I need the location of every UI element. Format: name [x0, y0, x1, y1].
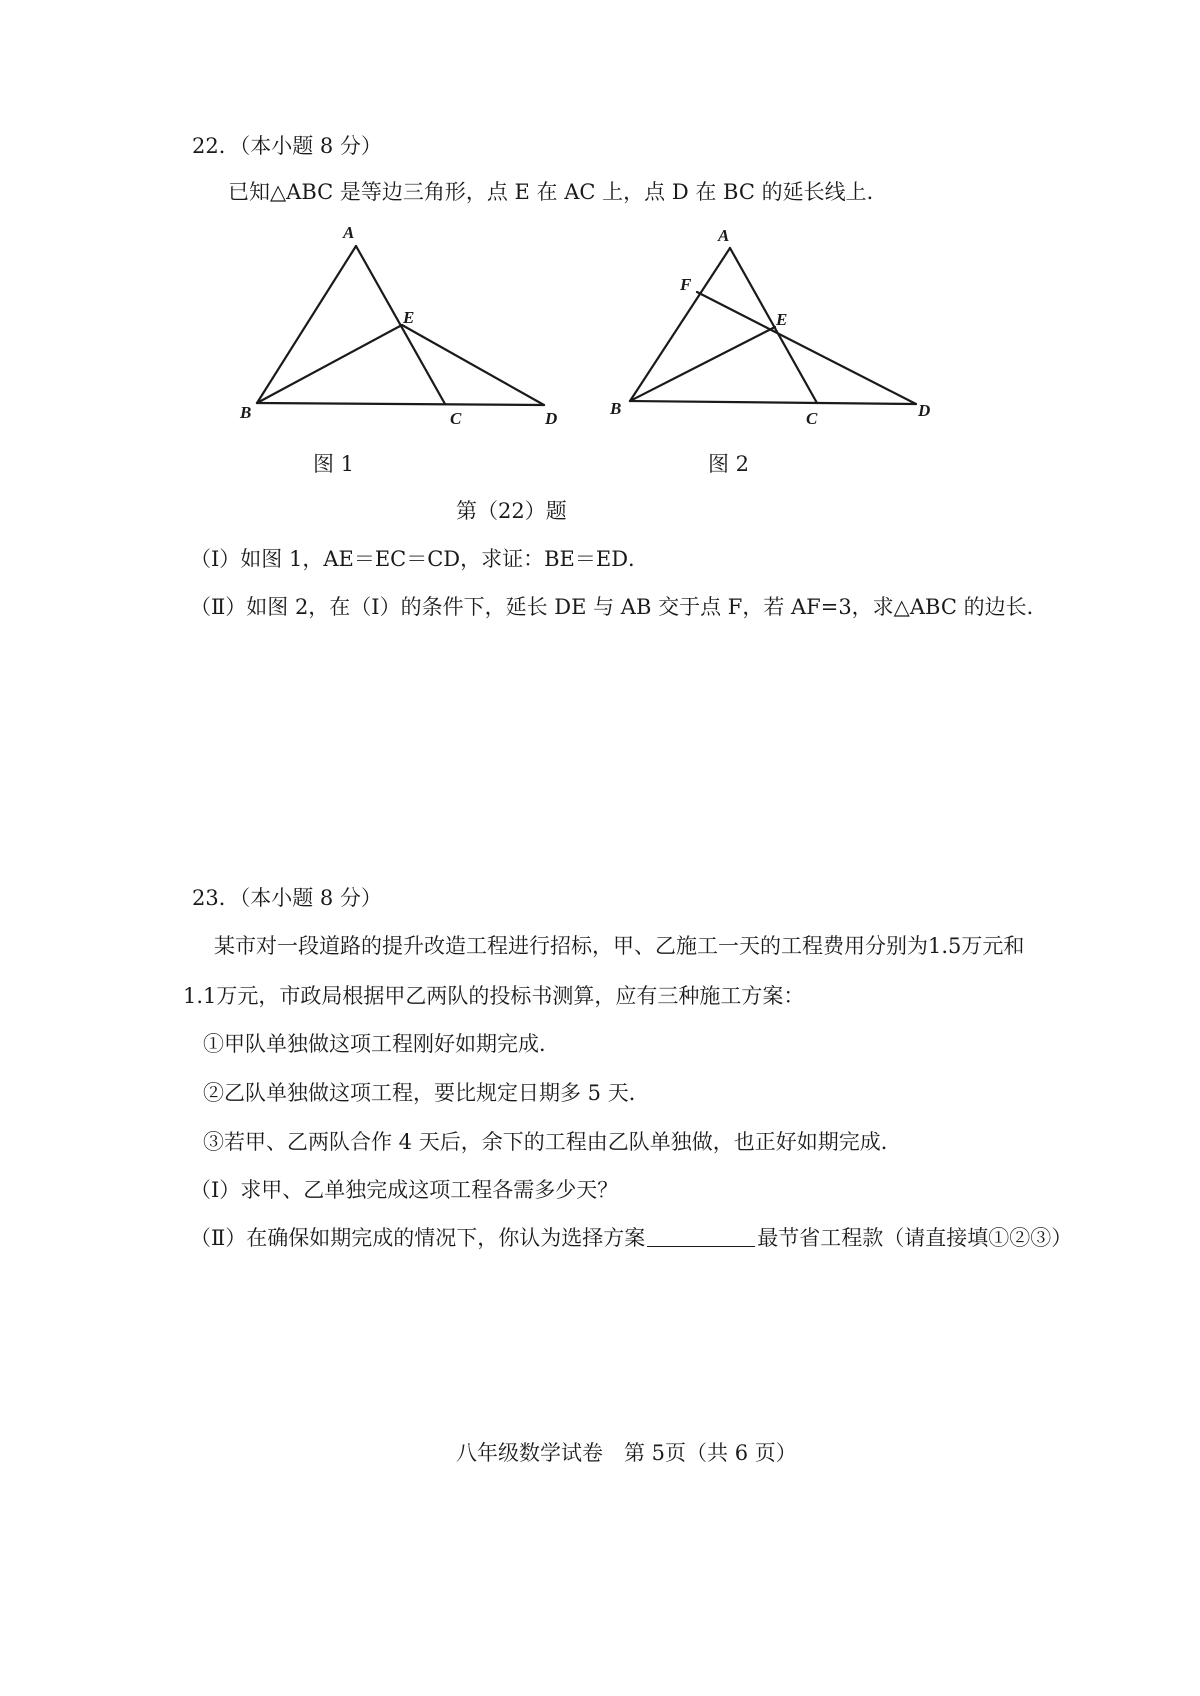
fig2-segment-be	[630, 327, 775, 401]
fig2-side-ac	[730, 248, 817, 403]
fig2-label-a: A	[718, 226, 730, 245]
q23-line-1: 某市对一段道路的提升改造工程进行招标，甲、乙施工一天的工程费用分别为1.5万元和	[214, 934, 1025, 958]
fig1-caption: 图 1	[313, 452, 355, 476]
q23-part-1: （Ⅰ）求甲、乙单独完成这项工程各需多少天？	[190, 1178, 619, 1202]
fig2-segment-bd	[630, 401, 916, 404]
q23-plan-3: ③若甲、乙两队合作 4 天后，余下的工程由乙队单独做，也正好如期完成．	[203, 1130, 902, 1154]
q23-part-2	[190, 1224, 1072, 1252]
figure-2	[630, 248, 916, 404]
fig1-segment-bd	[257, 403, 544, 405]
fig2-label-d: D	[918, 401, 931, 420]
page-footer: 八年级数学试卷 第 5页（共 6 页）	[456, 1441, 797, 1465]
fig2-label-c: C	[806, 409, 818, 428]
fig2-label-b: B	[610, 399, 622, 418]
fig1-segment-be	[257, 325, 402, 403]
q22-part-1: （Ⅰ）如图 1，AE＝EC＝CD，求证：BE＝ED．	[190, 547, 650, 571]
fig2-caption: 图 2	[708, 452, 750, 476]
fig1-label-e: E	[403, 308, 415, 327]
q22-figure-title: 第（22）题	[456, 499, 567, 523]
q23-line-2: 1.1万元，市政局根据甲乙两队的投标书测算，应有三种施工方案：	[183, 984, 805, 1008]
q23-part-2-after: 最节省工程款（请直接填①②③）	[757, 1226, 1073, 1250]
q22-statement: 已知△ABC 是等边三角形，点 E 在 AC 上，点 D 在 BC 的延长线上．	[228, 180, 888, 204]
q23-plan-1: ①甲队单独做这项工程刚好如期完成．	[203, 1032, 560, 1056]
fig2-side-ab	[630, 248, 730, 401]
figure-1	[257, 246, 544, 405]
fig2-label-e: E	[776, 310, 788, 329]
q23-part-2-before: （Ⅱ）在确保如期完成的情况下，你认为选择方案	[190, 1226, 646, 1250]
q23-plan-2: ②乙队单独做这项工程，要比规定日期多 5 天．	[203, 1081, 650, 1105]
fig1-label-a: A	[343, 223, 355, 242]
fig2-label-f: F	[680, 275, 692, 294]
fig2-segment-fd	[697, 292, 916, 404]
answer-blank[interactable]	[647, 1226, 755, 1247]
fig1-label-d: D	[545, 409, 558, 428]
q22-header: 22．（本小题 8 分）	[192, 134, 382, 158]
q22-part-2: （Ⅱ）如图 2，在（Ⅰ）的条件下，延长 DE 与 AB 交于点 F，若 AF=3，求△ABC 的边长．	[190, 595, 1048, 619]
fig1-label-b: B	[240, 403, 252, 422]
fig1-side-ab	[257, 246, 356, 403]
fig1-label-c: C	[450, 409, 462, 428]
q23-header: 23．（本小题 8 分）	[192, 886, 382, 910]
